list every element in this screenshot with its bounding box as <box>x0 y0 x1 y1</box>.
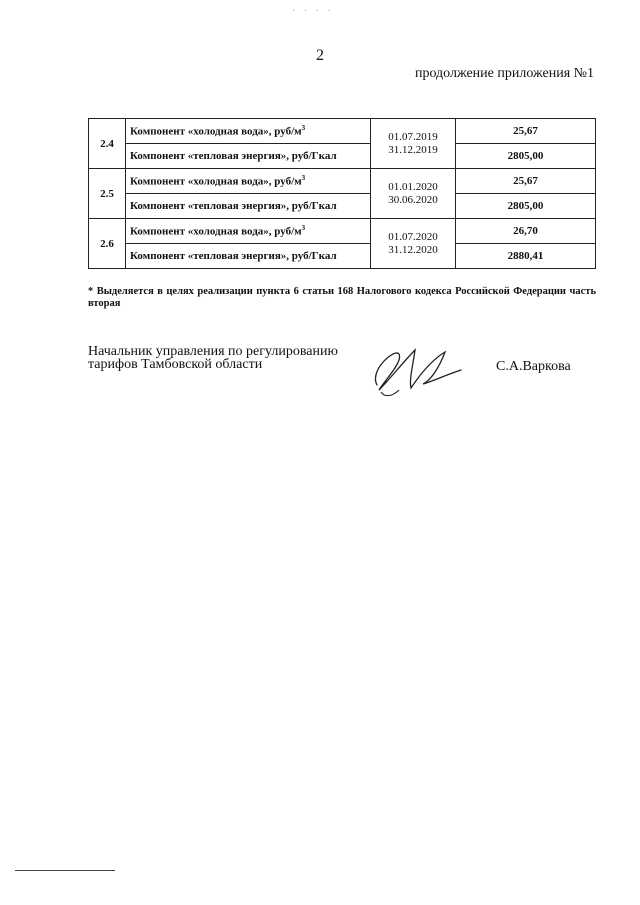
component-label: Компонент «холодная вода», руб/$м^3$ <box>126 119 371 144</box>
date-to: 31.12.2020 <box>388 243 438 256</box>
table-row <box>89 244 596 269</box>
component-label: Компонент «холодная вода», руб/$м^3$ <box>126 169 371 194</box>
divider <box>15 870 115 871</box>
row-number: 2.5 <box>89 169 126 219</box>
validity-period <box>371 169 456 219</box>
table-row <box>89 169 596 194</box>
signer-position <box>88 345 338 371</box>
appendix-label: продолжение приложения №1 <box>414 66 594 81</box>
signer-name: С.А.Варкова <box>496 359 571 374</box>
tariff-value: 26,70 <box>456 219 596 244</box>
scan-artifact: · · · · <box>292 6 334 17</box>
footnote: * Выделяется в целях реализации пункта 6 статьи 168 Налогового кодекса Российской Федерации часть вторая <box>88 286 596 309</box>
row-number: 2.4 <box>89 119 126 169</box>
date-from: 01.07.2020 <box>388 230 438 243</box>
tariff-value: 25,67 <box>456 119 596 144</box>
table-row <box>89 119 596 144</box>
table-row <box>89 219 596 244</box>
validity-period <box>371 219 456 269</box>
component-label: Компонент «тепловая энергия», руб/Гкал <box>126 194 371 219</box>
row-number: 2.6 <box>89 219 126 269</box>
date-to: 31.12.2019 <box>388 143 438 156</box>
tariff-value: 2805,00 <box>456 194 596 219</box>
date-to: 30.06.2020 <box>388 193 438 206</box>
tariff-table <box>88 118 596 269</box>
component-label: Компонент «тепловая энергия», руб/Гкал <box>126 144 371 169</box>
component-label: Компонент «холодная вода», руб/$м^3$ <box>126 219 371 244</box>
page-number: 2 <box>316 47 324 64</box>
handwritten-signature <box>365 340 475 405</box>
validity-period <box>371 119 456 169</box>
tariff-value: 25,67 <box>456 169 596 194</box>
signer-position-line: Начальник управления по регулированию <box>88 344 338 359</box>
table-row <box>89 144 596 169</box>
date-from: 01.01.2020 <box>388 180 438 193</box>
date-from: 01.07.2019 <box>388 130 438 143</box>
component-label: Компонент «тепловая энергия», руб/Гкал <box>126 244 371 269</box>
tariff-value: 2805,00 <box>456 144 596 169</box>
table-row <box>89 194 596 219</box>
tariff-value: 2880,41 <box>456 244 596 269</box>
signer-position-line: тарифов Тамбовской области <box>88 357 263 372</box>
